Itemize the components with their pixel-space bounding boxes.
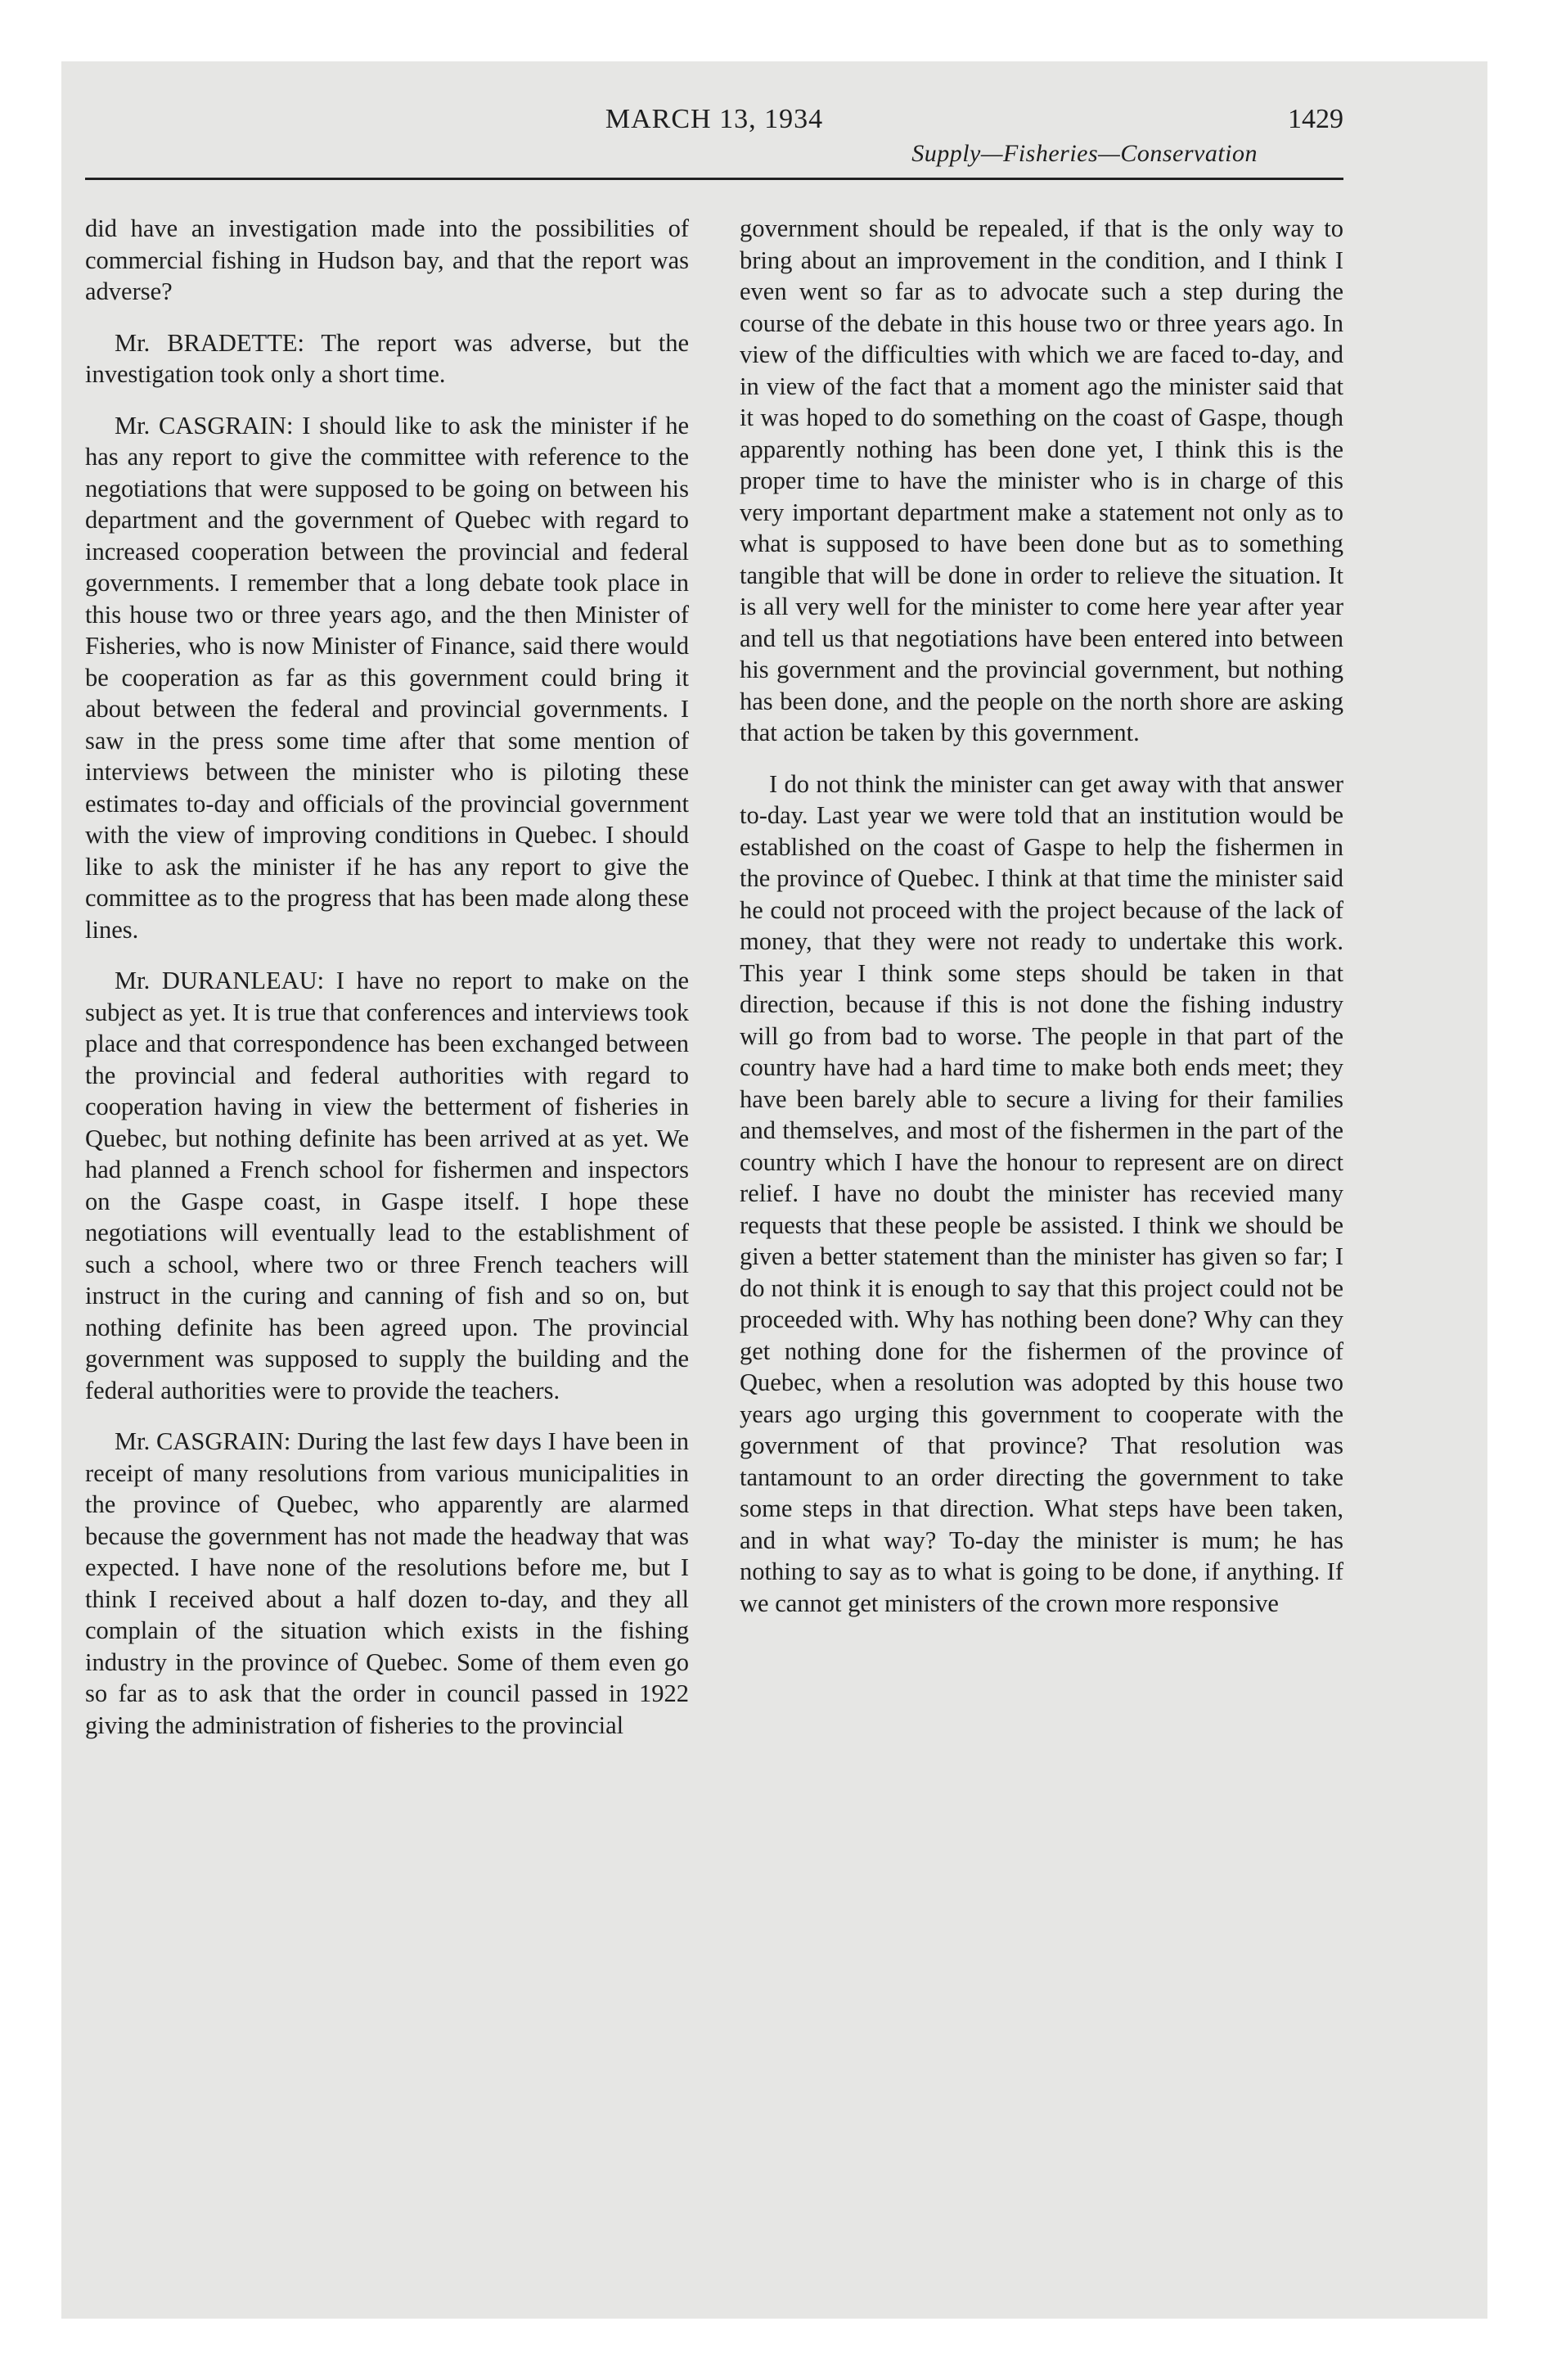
page-number: 1429 — [1288, 104, 1343, 134]
header-rule — [85, 178, 1343, 180]
right-column — [740, 213, 1343, 1760]
text-columns — [85, 213, 1343, 1760]
paragraph: government should be repealed, if that is the only way to bring about an improvement in the condition, and I think I even went so far as to advocate such a step during the course of the debate in this house two or three years ago. In view of the difficulties with which we are faced to-day, and in view of the fact that a moment ago the minister said that it was hoped to do something on the coast of Gaspe, though apparently nothing has been done yet, I think this is the proper time to have the minister who is in charge of this very important department make a statement not only as to what is supposed to have been done but as to something tangible that will be done in order to relieve the situation. It is all very well for the minister to come here year after year and tell us that negotiations have been entered into between his government and the provincial government, but nothing has been done, and the people on the north shore are asking that action be taken by this government. — [740, 214, 1343, 746]
paragraph: Mr. CASGRAIN: During the last few days I have been in receipt of many resolutions from various municipalities in the province of Quebec, who apparently are alarmed because the government has not made the headway that was expected. I have none of the resolutions before me, but I think I received about a half dozen to-day, and they all complain of the situation which exists in the fishing industry in the province of Quebec. Some of them even go so far as to ask that the order in council passed in 1922 giving the administration of fisheries to the provincial — [85, 1427, 689, 1739]
paragraph: Mr. DURANLEAU: I have no report to make on the subject as yet. It is true that conferences and interviews took place and that correspondence has been exchanged between the provincial and federal authorities with regard to cooperation having in view the betterment of fisheries in Quebec, but nothing definite has been arrived at as yet. We had planned a French school for fishermen and inspectors on the Gaspe coast, in Gaspe itself. I hope these negotiations will eventually lead to the establishment of such a school, where two or three French teachers will instruct in the curing and canning of fish and so on, but nothing definite has been agreed upon. The provincial government was supposed to supply the building and the federal authorities were to provide the teachers. — [85, 967, 689, 1404]
document-page — [85, 55, 1343, 2199]
paragraph: I do not think the minister can get away with that answer to-day. Last year we were told that an institution would be established on the coast of Gaspe to help the fishermen in the province of Quebec. I think at that time the minister said he could not proceed with the project because of the lack of money, that they were not ready to undertake this work. This year I think some steps should be taken in that direction, because if this is not done the fishing industry will go from bad to worse. The people in that part of the country have had a hard time to make both ends meet; they have been barely able to secure a living for their families and themselves, and most of the fishermen in the part of the country which I have the honour to represent are on direct relief. I have no doubt the minister has recevied many requests that these people be assisted. I think we should be given a better statement than the minister has given so far; I do not think it is enough to say that this project could not be proceeded with. Why has nothing been done? Why can they get nothing done for the fishermen of the province of Quebec, when a resolution was adopted by this house two years ago urging this government to cooperate with the government of that province? That resolution was tantamount to an order directing the government to take some steps in that direction. What steps have been taken, and in what way? To-day the minister is mum; he has nothing to say as to what is going to be done, if anything. If we cannot get ministers of the crown more responsive — [740, 769, 1343, 1617]
paragraph: did have an investigation made into the possibilities of commercial fishing in Hudson bay, and that the report was adverse? — [85, 214, 689, 305]
running-subject: Supply—Fisheries—Conservation — [911, 140, 1258, 167]
paragraph: Mr. BRADETTE: The report was adverse, but the investigation took only a short time. — [85, 328, 689, 388]
page-header — [85, 55, 1343, 179]
left-column — [85, 213, 689, 1760]
paragraph: Mr. CASGRAIN: I should like to ask the minister if he has any report to give the committee with reference to the negotiations that were supposed to be going on between his department and the government of Quebec with regard to increased cooperation between the provincial and federal governments. I remember that a long debate took place in this house two or three years ago, and the then Minister of Fisheries, who is now Minister of Finance, said there would be cooperation as far as this government could bring it about between the federal and provincial governments. I saw in the press some time after that some mention of interviews between the minister who is piloting these estimates to-day and officials of the provincial government with the view of improving conditions in Quebec. I should like to ask the minister if he has any report to give the committee as to the progress that has been made along these lines. — [85, 411, 689, 944]
header-date: MARCH 13, 1934 — [605, 104, 824, 134]
